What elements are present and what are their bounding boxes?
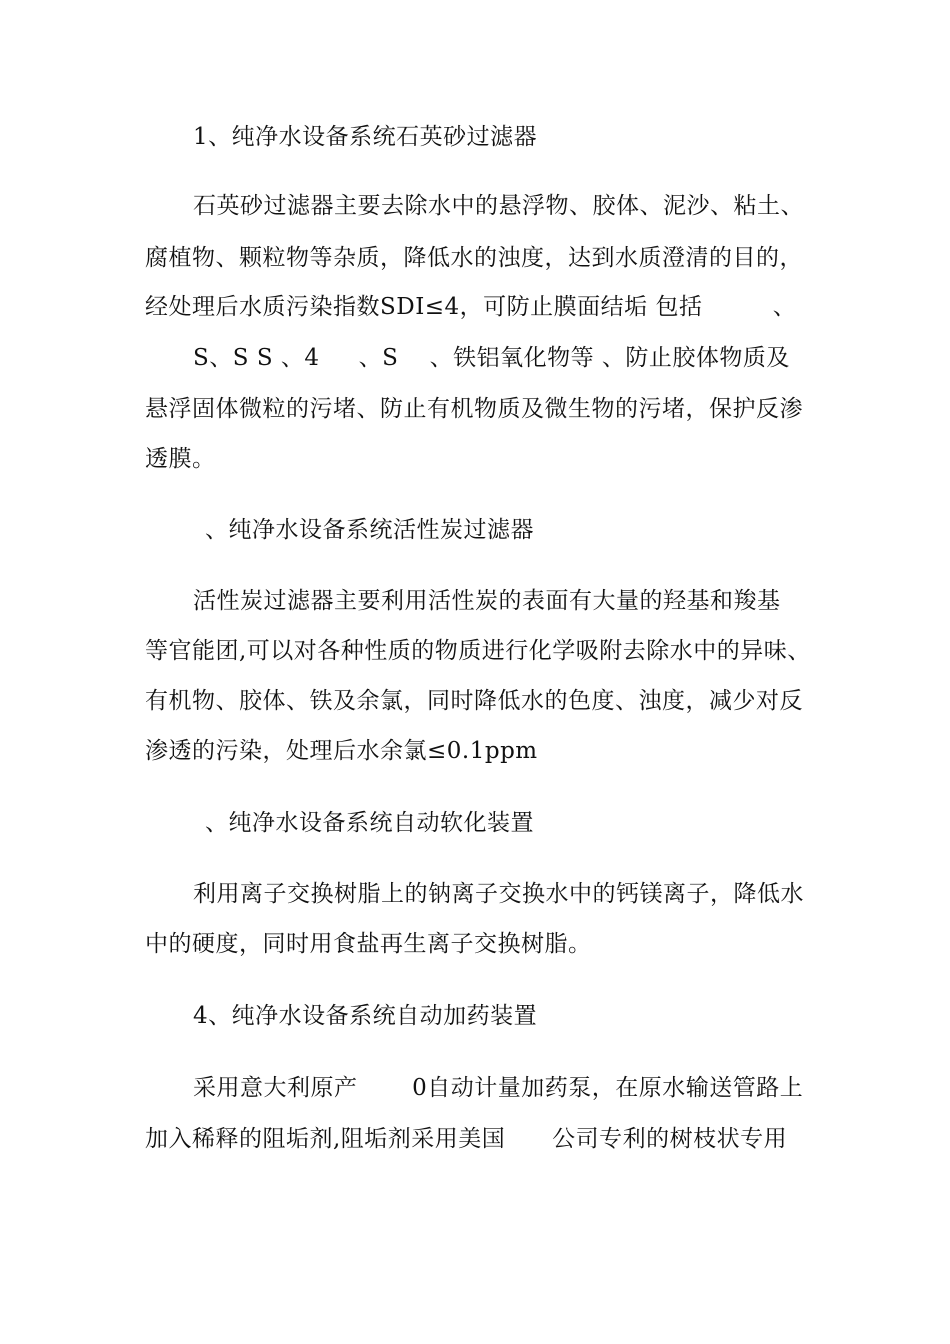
- paragraph-line: 经处理后水质污染指数SDI≤4，可防止膜面结垢 包括 、: [145, 294, 797, 320]
- section-heading-auto-softening-device: 、纯净水设备系统自动软化装置: [205, 810, 534, 836]
- section-heading-quartz-sand-filter: 1、纯净水设备系统石英砂过滤器: [193, 124, 538, 150]
- section-heading-activated-carbon-filter: 、纯净水设备系统活性炭过滤器: [205, 517, 534, 543]
- paragraph-line: 渗透的污染，处理后水余氯≤0.1ppm: [145, 738, 538, 764]
- paragraph-line: 中的硬度，同时用食盐再生离子交换树脂。: [145, 931, 592, 957]
- paragraph-line: 石英砂过滤器主要去除水中的悬浮物、胶体、泥沙、粘土、: [193, 193, 804, 219]
- paragraph-line: 等官能团,可以对各种性质的物质进行化学吸附去除水中的异味、: [145, 638, 811, 664]
- paragraph-line: 透膜。: [145, 446, 216, 472]
- paragraph-line: 加入稀释的阻垢剂,阻垢剂采用美国 公司专利的树枝状专用: [145, 1126, 788, 1152]
- section-heading-auto-dosing-device: 4、纯净水设备系统自动加药装置: [193, 1003, 538, 1029]
- paragraph-line: 有机物、胶体、铁及余氯，同时降低水的色度、浊度，减少对反: [145, 688, 803, 714]
- paragraph-line: 采用意大利原产 0自动计量加药泵，在原水输送管路上: [193, 1075, 804, 1101]
- paragraph-line: 活性炭过滤器主要利用活性炭的表面有大量的羟基和羧基: [193, 588, 781, 614]
- paragraph-line: S、S S 、4 、S 、铁铝氧化物等 、防止胶体物质及: [193, 345, 790, 371]
- paragraph-line: 腐植物、颗粒物等杂质，降低水的浊度，达到水质澄清的目的，: [145, 245, 803, 271]
- paragraph-line: 悬浮固体微粒的污堵、防止有机物质及微生物的污堵，保护反渗: [145, 396, 803, 422]
- paragraph-line: 利用离子交换树脂上的钠离子交换水中的钙镁离子，降低水: [193, 881, 804, 907]
